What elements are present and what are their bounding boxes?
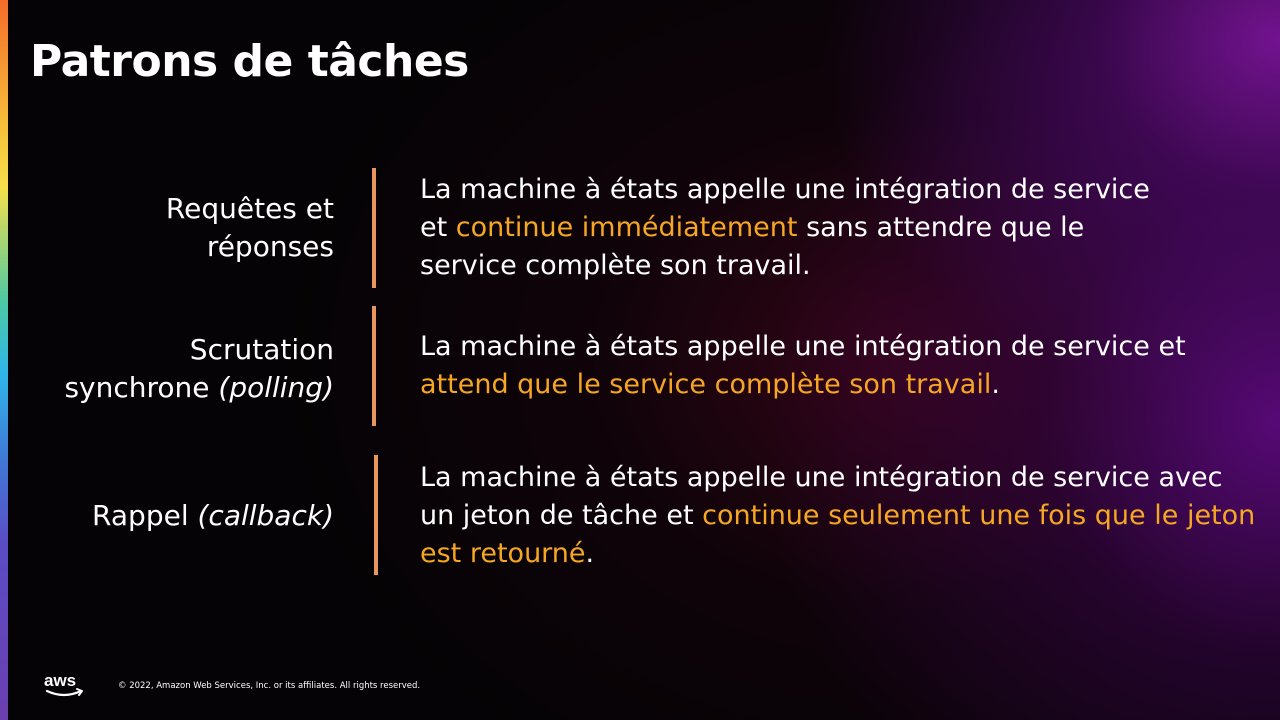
row-label-sync-polling (14, 331, 334, 407)
copyright-notice: © 2022, Amazon Web Services, Inc. or its affiliates. All rights reserved. (118, 681, 421, 691)
aws-logo-text: aws (44, 671, 77, 690)
row-label-line1: Scrutation (189, 333, 334, 366)
row-divider (372, 168, 376, 288)
row-label-request-response (14, 190, 334, 266)
slide-title: Patrons de tâches (30, 36, 469, 87)
row-divider (372, 306, 376, 426)
accent-edge-bar (0, 0, 8, 720)
highlight-text: continue seulement une fois que le jeton est retourné (420, 500, 1256, 569)
row-label-callback (14, 497, 334, 535)
row-description-request-response: La machine à états appelle une intégration de service et continue immédiatement sans attendre que le service complète son travail. (420, 174, 1150, 281)
row-description-callback: La machine à états appelle une intégration de service avec un jeton de tâche et continue seulement une fois que le jeton est retourné. (420, 462, 1256, 569)
row-label-line2: réponses (206, 230, 334, 263)
highlight-text: continue immédiatement (455, 212, 798, 243)
row-divider (374, 455, 378, 575)
aws-logo (44, 670, 86, 700)
row-label-line1: Requêtes et (165, 192, 334, 225)
row-description-sync-polling: La machine à états appelle une intégration de service et attend que le service complète son travail. (420, 331, 1186, 400)
highlight-text: attend que le service complète son travail (420, 369, 992, 400)
row-label-line2: Rappel (callback) (92, 499, 334, 532)
row-label-line2: synchrone (polling) (64, 371, 334, 404)
